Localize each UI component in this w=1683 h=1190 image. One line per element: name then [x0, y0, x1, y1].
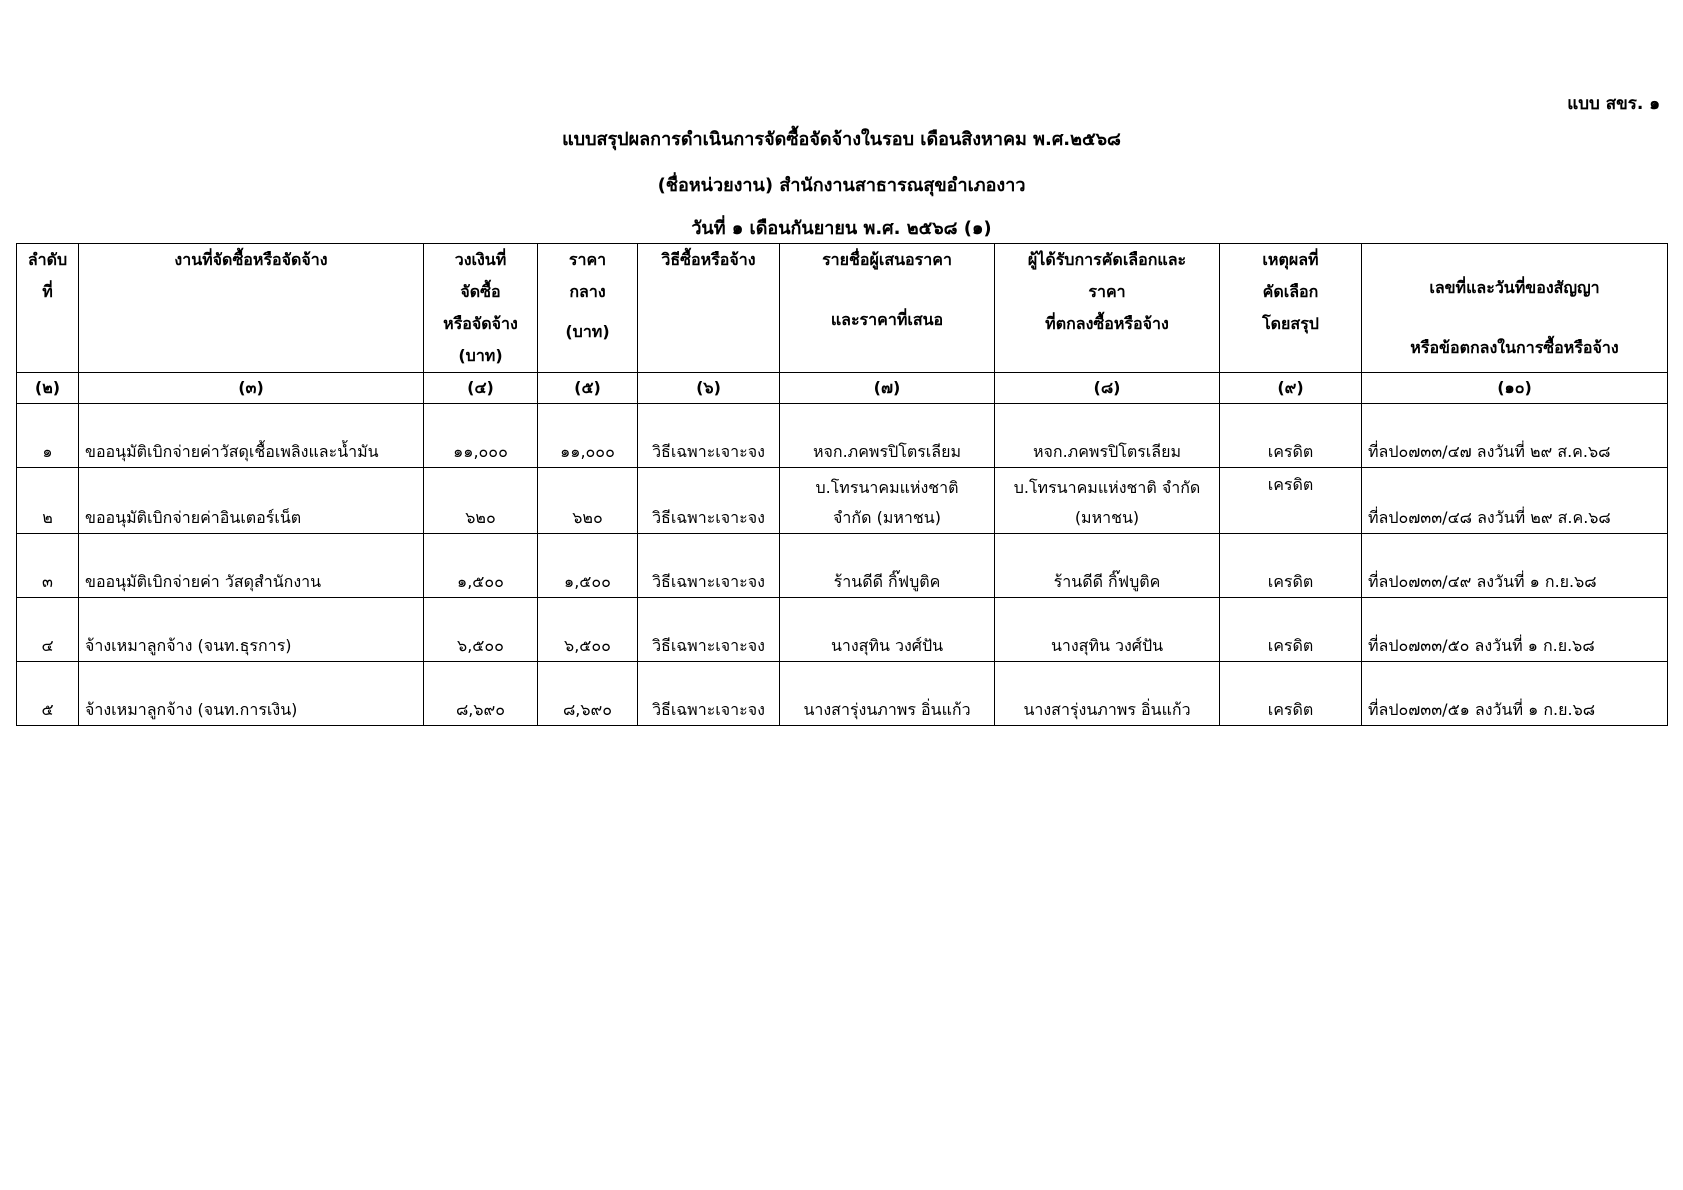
- row-no: ๒: [17, 468, 79, 534]
- column-number: (๑๐): [1362, 373, 1668, 404]
- row-median-price: ๖๒๐: [538, 468, 638, 534]
- row-reason: เครดิต: [1220, 662, 1362, 726]
- header-bidders: รายชื่อผู้เสนอราคา และราคาที่เสนอ: [780, 244, 995, 373]
- row-budget: ๖๒๐: [424, 468, 538, 534]
- bidder-line: บ.โทรนาคมแห่งชาติ: [815, 478, 959, 497]
- row-budget: ๑,๕๐๐: [424, 534, 538, 598]
- row-selected: [995, 468, 1220, 534]
- row-selected: นางสารุ่งนภาพร อิ่นแก้ว: [995, 662, 1220, 726]
- row-median-price: ๑๑,๐๐๐: [538, 404, 638, 468]
- row-budget: ๖,๕๐๐: [424, 598, 538, 662]
- header-row: [17, 244, 1668, 373]
- row-contract: ที่ลป๐๗๓๓/๔๘ ลงวันที่ ๒๙ ส.ค.๖๘: [1362, 468, 1668, 534]
- row-reason: เครดิต: [1220, 598, 1362, 662]
- row-item: ขออนุมัติเบิกจ่ายค่าวัสดุเชื้อเพลิงและน้ำมัน: [79, 404, 424, 468]
- row-contract: ที่ลป๐๗๓๓/๔๗ ลงวันที่ ๒๙ ส.ค.๖๘: [1362, 404, 1668, 468]
- row-method: วิธีเฉพาะเจาะจง: [638, 404, 780, 468]
- row-bidders: หจก.ภคพรปิโตรเลียม: [780, 404, 995, 468]
- table-row: [17, 534, 1668, 598]
- row-bidders: ร้านดีดี กิ๊ฟบูติค: [780, 534, 995, 598]
- row-selected: หจก.ภคพรปิโตรเลียม: [995, 404, 1220, 468]
- form-code: แบบ สขร. ๑: [1567, 94, 1660, 114]
- row-item: จ้างเหมาลูกจ้าง (จนท.การเงิน): [79, 662, 424, 726]
- row-no: ๕: [17, 662, 79, 726]
- header-median-price: ราคา กลาง (บาท): [538, 244, 638, 373]
- row-method: วิธีเฉพาะเจาะจง: [638, 468, 780, 534]
- row-contract: ที่ลป๐๗๓๓/๕๐ ลงวันที่ ๑ ก.ย.๖๘: [1362, 598, 1668, 662]
- row-method: วิธีเฉพาะเจาะจง: [638, 662, 780, 726]
- header-item: งานที่จัดซื้อหรือจัดจ้าง: [79, 244, 424, 373]
- table-row: [17, 468, 1668, 534]
- agency-name: (ชื่อหน่วยงาน) สำนักงานสาธารณสุขอำเภองาว: [657, 175, 1026, 196]
- table-row: [17, 598, 1668, 662]
- row-reason: เครดิต: [1220, 468, 1362, 534]
- row-item: ขออนุมัติเบิกจ่ายค่าอินเตอร์เน็ต: [79, 468, 424, 534]
- column-number: (๒): [17, 373, 79, 404]
- report-date: วันที่ ๑ เดือนกันยายน พ.ศ. ๒๕๖๘ (๑): [691, 218, 992, 239]
- column-number: (๙): [1220, 373, 1362, 404]
- row-contract: ที่ลป๐๗๓๓/๔๙ ลงวันที่ ๑ ก.ย.๖๘: [1362, 534, 1668, 598]
- selected-line: บ.โทรนาคมแห่งชาติ จำกัด: [1013, 478, 1201, 497]
- row-reason: เครดิต: [1220, 534, 1362, 598]
- row-method: วิธีเฉพาะเจาะจง: [638, 598, 780, 662]
- row-no: ๑: [17, 404, 79, 468]
- row-median-price: ๑,๕๐๐: [538, 534, 638, 598]
- header-method: วิธีซื้อหรือจ้าง: [638, 244, 780, 373]
- report-title: แบบสรุปผลการดำเนินการจัดซื้อจัดจ้างในรอบ เดือนสิงหาคม พ.ศ.๒๕๖๘: [562, 129, 1121, 150]
- row-item: ขออนุมัติเบิกจ่ายค่า วัสดุสำนักงาน: [79, 534, 424, 598]
- row-median-price: ๖,๕๐๐: [538, 598, 638, 662]
- row-selected: ร้านดีดี กิ๊ฟบูติค: [995, 534, 1220, 598]
- column-number: (๗): [780, 373, 995, 404]
- column-number-row: [17, 373, 1668, 404]
- row-no: ๓: [17, 534, 79, 598]
- header-contract: เลขที่และวันที่ของสัญญา หรือข้อตกลงในการซื้อหรือจ้าง: [1362, 244, 1668, 373]
- header-seq-no: ลำดับ ที่: [17, 244, 79, 373]
- column-number: (๔): [424, 373, 538, 404]
- column-number: (๓): [79, 373, 424, 404]
- table-row: [17, 662, 1668, 726]
- column-number: (๖): [638, 373, 780, 404]
- column-number: (๘): [995, 373, 1220, 404]
- procurement-table: [16, 243, 1668, 726]
- row-bidders: นางสารุ่งนภาพร อิ่นแก้ว: [780, 662, 995, 726]
- row-contract: ที่ลป๐๗๓๓/๕๑ ลงวันที่ ๑ ก.ย.๖๘: [1362, 662, 1668, 726]
- row-selected: นางสุทิน วงศ์ปัน: [995, 598, 1220, 662]
- row-method: วิธีเฉพาะเจาะจง: [638, 534, 780, 598]
- row-bidders: [780, 468, 995, 534]
- row-reason: เครดิต: [1220, 404, 1362, 468]
- bidder-line: จำกัด (มหาชน): [833, 508, 941, 527]
- row-no: ๔: [17, 598, 79, 662]
- header-budget: วงเงินที่ จัดซื้อ หรือจัดจ้าง (บาท): [424, 244, 538, 373]
- row-budget: ๑๑,๐๐๐: [424, 404, 538, 468]
- row-bidders: นางสุทิน วงศ์ปัน: [780, 598, 995, 662]
- row-median-price: ๘,๖๙๐: [538, 662, 638, 726]
- table-row: [17, 404, 1668, 468]
- header-reason: เหตุผลที่ คัดเลือก โดยสรุป: [1220, 244, 1362, 373]
- column-number: (๕): [538, 373, 638, 404]
- row-item: จ้างเหมาลูกจ้าง (จนท.ธุรการ): [79, 598, 424, 662]
- row-budget: ๘,๖๙๐: [424, 662, 538, 726]
- selected-line: (มหาชน): [1074, 508, 1140, 527]
- header-selected: ผู้ได้รับการคัดเลือกและ ราคา ที่ตกลงซื้อหรือจ้าง: [995, 244, 1220, 373]
